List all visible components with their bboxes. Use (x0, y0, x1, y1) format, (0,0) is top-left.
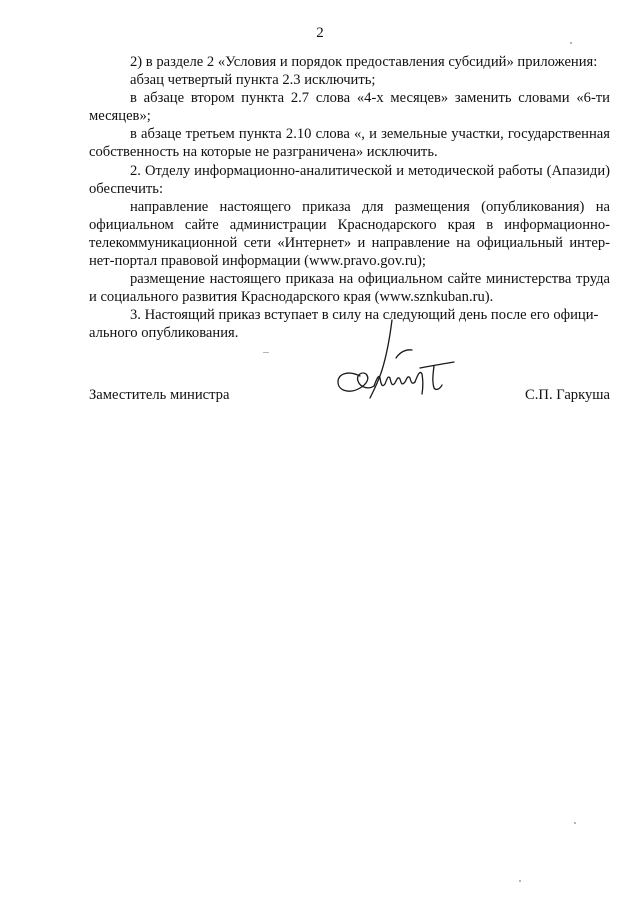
paragraph-publication-ministry: размещение настоящего приказа на официальном сайте министерства труда и социального развития Краснодарского края (www.sznkuban.ru). (89, 271, 610, 306)
signatory-name: С.П. Гаркуша (525, 387, 610, 403)
paragraph-clause-2-7: в абзаце втором пункта 2.7 слова «4-х месяцев» заменить словами «6-ти месяцев»; (89, 90, 610, 125)
paragraph-clause-2-10: в абзаце третьем пункта 2.10 слова «, и земельные участки, государственная собственность на которые не разграничена» исключить. (89, 126, 610, 161)
scan-speck (570, 42, 572, 44)
signatory-position: Заместитель министра (89, 387, 230, 403)
paragraph-entry-into-force: 3. Настоящий приказ вступает в силу на следующий день после его официального опубликования. (89, 307, 599, 342)
page-number: 2 (316, 25, 324, 41)
paragraph-department-order: 2. Отделу информационно-аналитической и методической работы (Апазиди) обеспечить: (89, 162, 610, 197)
scan-speck (263, 352, 269, 353)
scan-speck (519, 880, 521, 882)
paragraph-clause-2-3: абзац четвертый пункта 2.3 исключить; (130, 72, 376, 89)
signature-row (89, 386, 610, 406)
paragraph-amend-section-2: 2) в разделе 2 «Условия и порядок предоставления субсидий» приложения: (130, 54, 598, 70)
document-body (89, 53, 610, 343)
scan-speck (574, 822, 576, 824)
paragraph-publication-regional: направление настоящего приказа для размещения (опубликования) на официальном сайте администрации Краснодарского края в информационно-телекоммуникационной сети «Интернет» и направление на официальный интернет-портал правовой информации (www.pravo.gov.ru); (89, 198, 610, 270)
